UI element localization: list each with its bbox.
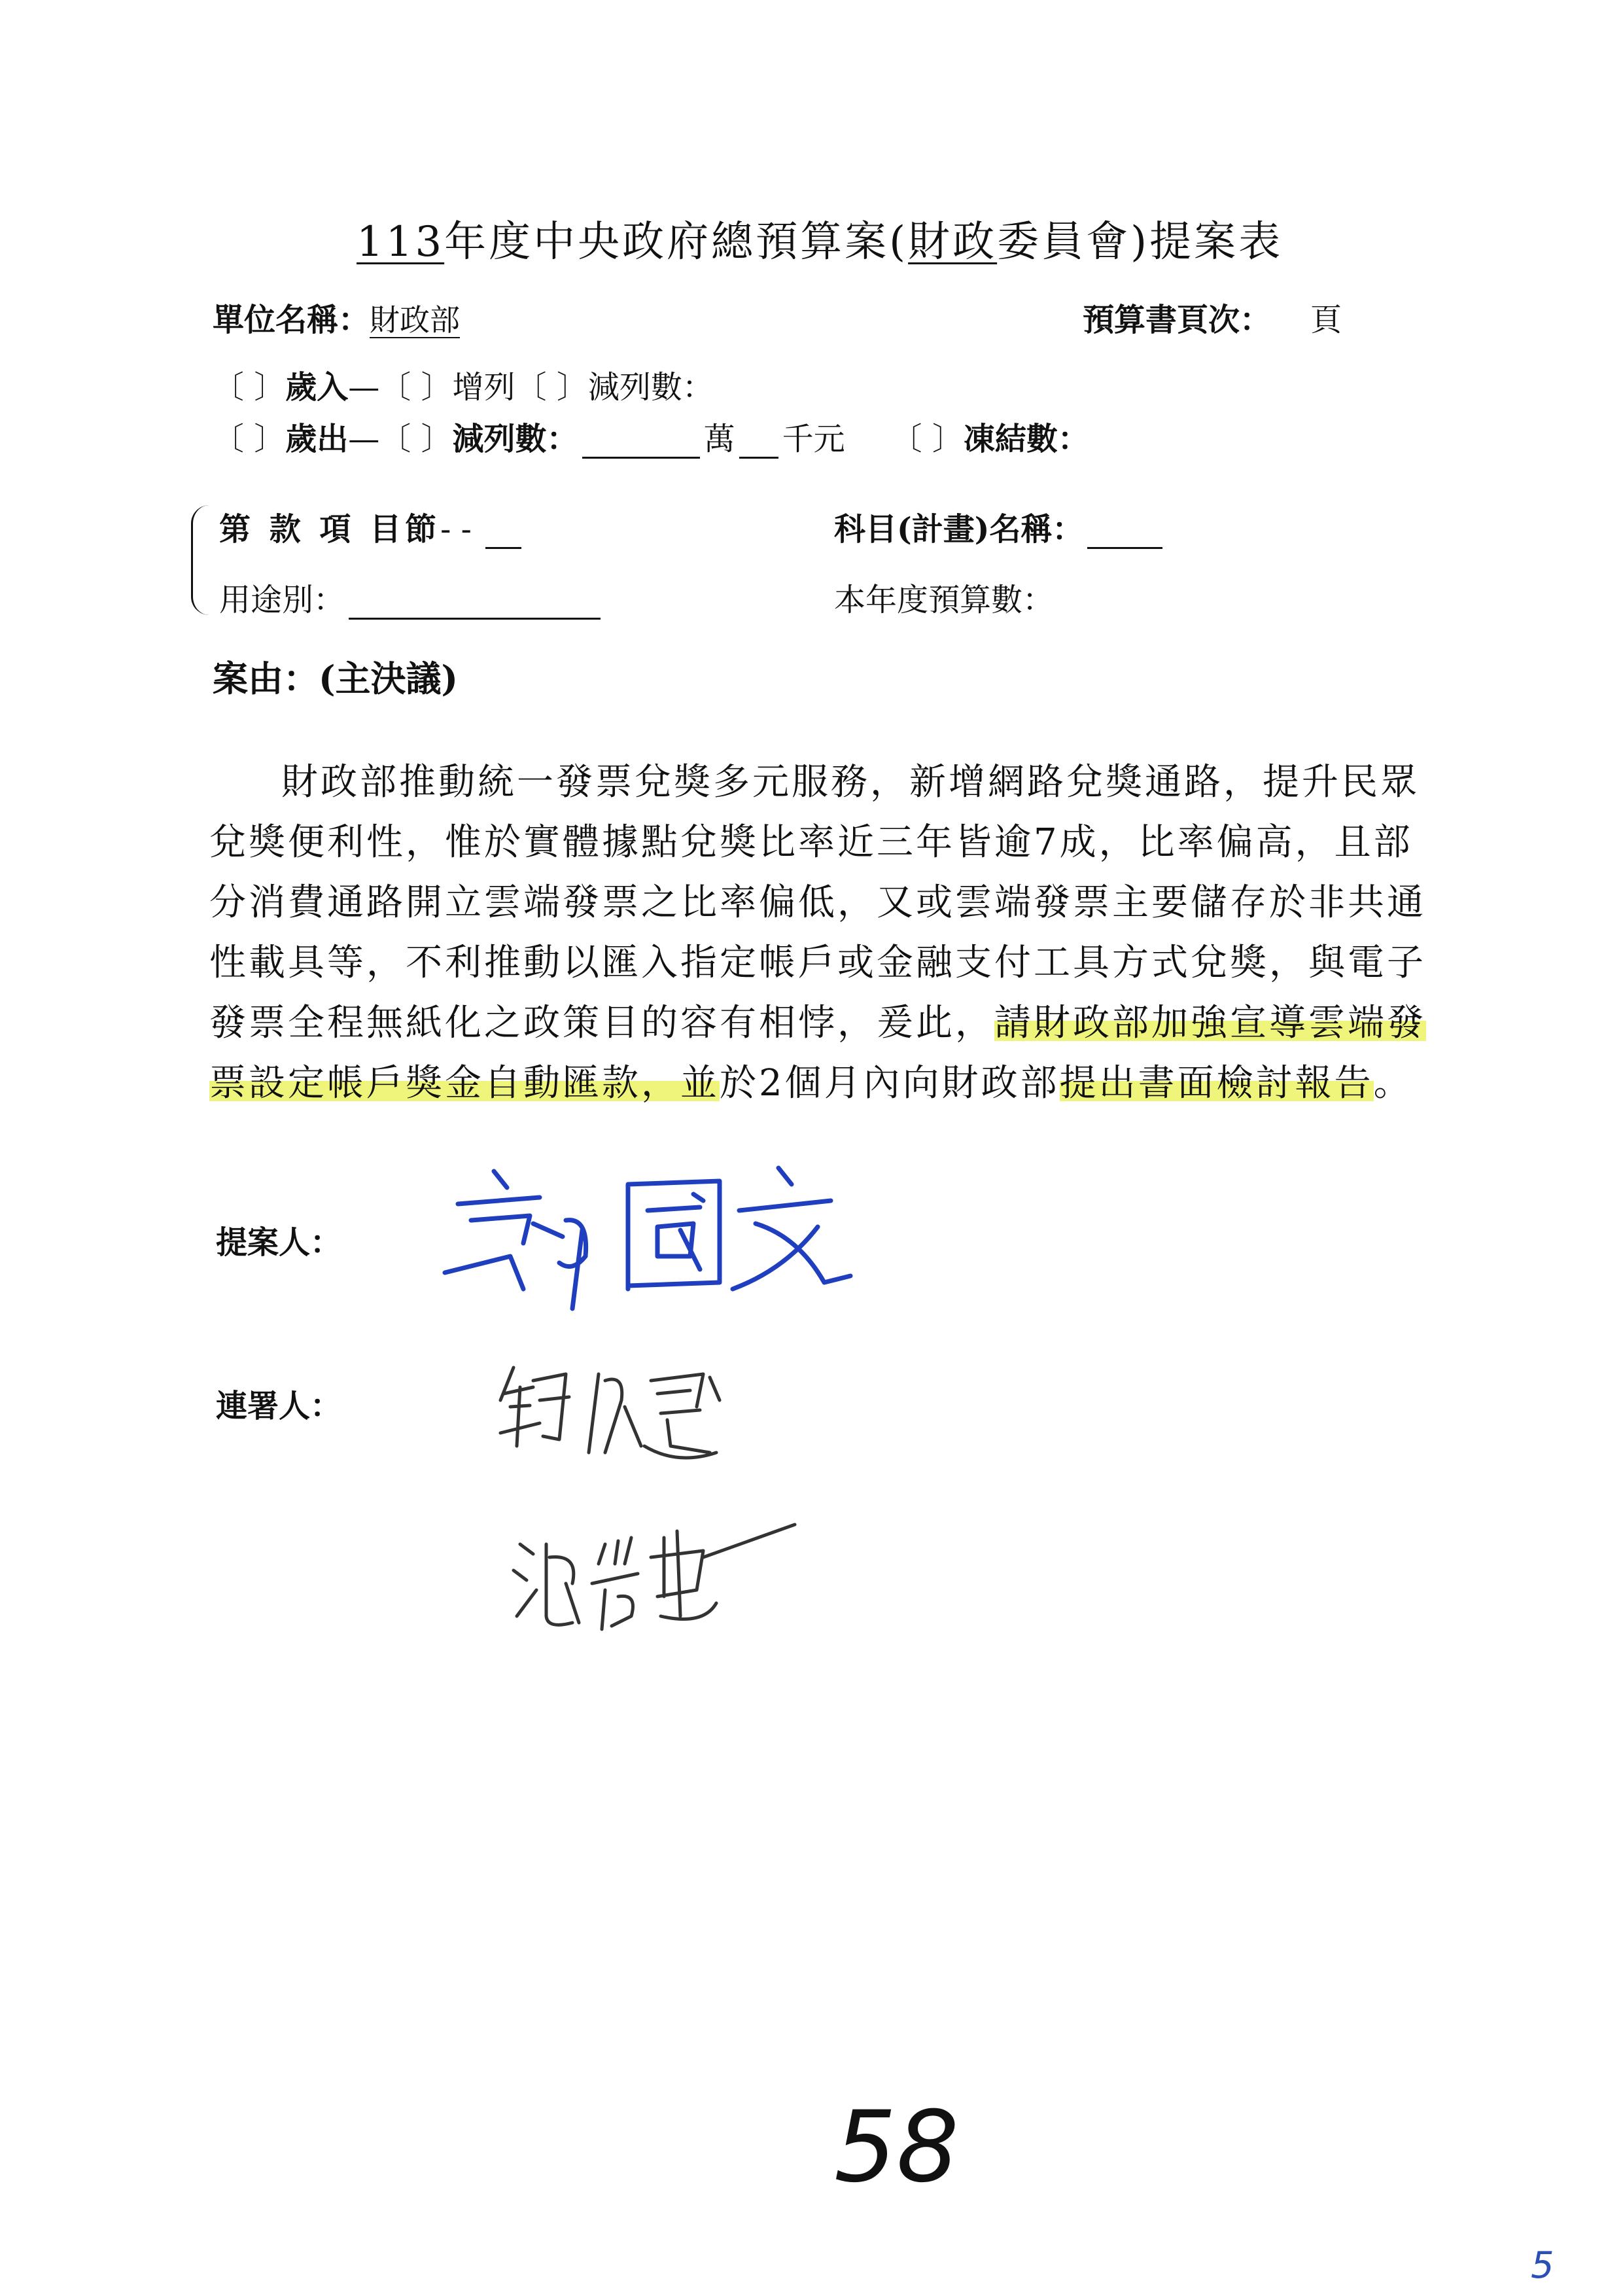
revenue-decrease-checkbox: 〔 〕 <box>515 369 588 406</box>
budget-page-row <box>1083 294 1342 340</box>
expense-qian-blank <box>739 428 778 459</box>
revenue-line <box>213 362 714 407</box>
title-committee: 財政 <box>908 218 998 266</box>
item-row <box>219 504 525 549</box>
reason-type: (主決議) <box>319 658 459 699</box>
body-highlight-2: 提出書面檢討報告 <box>1059 1062 1374 1104</box>
item-label: 第 款 項 目節 <box>219 511 441 548</box>
revenue-dash: — <box>348 369 380 406</box>
unit-row <box>213 294 460 340</box>
unit-label: 單位名稱： <box>213 302 370 338</box>
usage-row <box>219 574 604 620</box>
cosigner-signature-2 <box>507 1518 821 1636</box>
unit-value: 財政部 <box>370 302 461 338</box>
budget-page-label: 預算書頁次： <box>1083 302 1272 338</box>
expense-checkbox: 〔 〕 <box>213 421 286 457</box>
current-budget-label: 本年度預算數： <box>834 582 1055 618</box>
title-middle: 年度中央政府總預算案( <box>444 218 909 266</box>
reason-body <box>209 752 1426 1114</box>
subject-row <box>834 504 1166 549</box>
revenue-increase: 增列 <box>452 369 515 406</box>
revenue-decrease: 減列數： <box>587 369 714 406</box>
proposer-signature <box>432 1158 890 1322</box>
expense-amount-blank <box>582 428 700 459</box>
body-end: 。 <box>1373 1062 1413 1104</box>
revenue-label: 歲入 <box>285 369 349 406</box>
usage-label: 用途別： <box>219 582 345 618</box>
title-year: 113 <box>357 218 445 266</box>
expense-dash: — <box>348 421 380 457</box>
expense-wan: 萬 <box>703 421 735 457</box>
item-dashes: - - <box>440 511 482 548</box>
page-number: 58 <box>834 2091 959 2204</box>
cosigner-label: 連署人： <box>216 1388 342 1424</box>
revenue-checkbox: 〔 〕 <box>213 369 286 406</box>
reason-row <box>213 651 458 701</box>
body-highlight-1: 請財政部加強宣導雲端發票設定帳戶獎金自動匯款，並 <box>209 1002 1426 1104</box>
expense-label: 歲出 <box>285 421 349 457</box>
body-plain-1: 財政部推動統一發票兌獎多元服務，新增網路兌獎通路，提升民眾兌獎便利性，惟於實體據點兌獎比率近三年皆逾7成，比率偏高，且部分消費通路開立雲端發票之比率偏低，又或雲端發票主要儲存於非共通性載具等，不利推動以匯入指定帳戶或金融支付工具方式兌獎，與電子發票全程無紙化之政策目的容有相悖，爰此， <box>209 761 1426 1044</box>
expense-freeze: 凍結數： <box>963 421 1089 457</box>
item-blank <box>485 518 521 549</box>
title-committee-tail: 委員會 <box>997 218 1131 266</box>
expense-decrease-checkbox: 〔 〕 <box>379 421 453 457</box>
usage-blank <box>349 589 601 620</box>
form-title <box>357 208 1283 268</box>
cosigner-signature-1 <box>494 1354 821 1466</box>
section-bracket <box>191 505 213 615</box>
expense-decrease: 減列數： <box>452 421 578 457</box>
reason-paragraph <box>209 752 1426 1114</box>
body-plain-2: 於2個月內向財政部 <box>720 1062 1060 1104</box>
current-budget-row <box>834 574 1054 620</box>
reason-label: 案由： <box>213 658 319 699</box>
title-end: )提案表 <box>1130 218 1283 266</box>
budget-page-unit: 頁 <box>1310 302 1342 338</box>
subject-label: 科目(計畫)名稱： <box>834 511 1084 548</box>
proposer-label: 提案人： <box>216 1224 342 1261</box>
expense-line <box>213 414 1089 459</box>
subject-blank <box>1087 518 1162 549</box>
expense-qian: 千元 <box>782 421 845 457</box>
expense-freeze-checkbox: 〔 〕 <box>890 421 964 457</box>
revenue-increase-checkbox: 〔 〕 <box>379 369 453 406</box>
corner-mark: 5 <box>1531 2244 1554 2287</box>
